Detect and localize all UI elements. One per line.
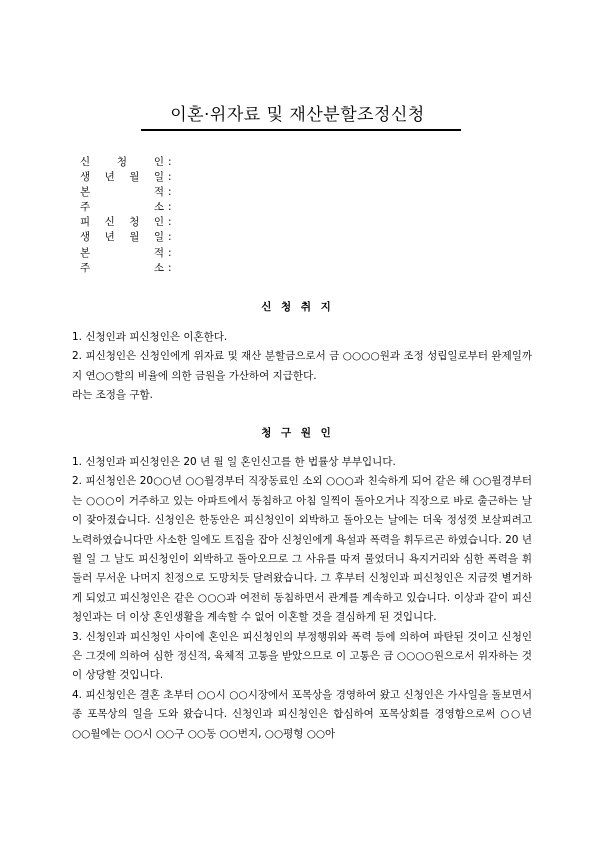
request-item: 라는 조정을 구함. (72, 389, 154, 402)
party-colon: : (168, 171, 172, 184)
request-item: 1. 신청인과 피신청인은 이혼한다. (72, 331, 228, 343)
party-colon: : (168, 201, 172, 214)
document-title: 이혼·위자료 및 재산분할조정신청 (170, 105, 425, 125)
party-colon: : (168, 231, 172, 244)
grounds-item: 1. 신청인과 피신청인은 20 년 월 일 혼인신고를 한 법률상 부부입니다. (72, 456, 396, 468)
party-label: 피 신 청 인 (80, 216, 164, 229)
party-label: 신 청 인 (80, 156, 164, 168)
grounds-item: 4. 피신청인은 결혼 초부터 ○○시 ○○시장에서 포목상을 경영하여 왔고 신청인은 가사일을 돌보면서 종 포목상의 일을 도와 왔습니다. 신청인과 피신청인은 합심하여 포목상회를 경영함으로써 ○○년 ○○월에는 ○○시 ○○구 ○○동 ○○번지, ○○평형 ○○아 (72, 688, 532, 740)
party-row (80, 261, 172, 276)
request-item: 2. 피신청인은 신청인에게 위자료 및 재산 분할금으로서 금 ○○○○원과 조정 성립일로부터 완제일까지 연○○할의 비율에 의한 금원을 가산하여 지급한다. (72, 350, 532, 382)
request-body (72, 328, 532, 406)
party-colon: : (168, 216, 172, 229)
party-colon: : (168, 186, 172, 199)
title-underline (141, 129, 461, 131)
party-label: 주 소 (80, 261, 164, 274)
grounds-heading: 청 구 원 인 (261, 427, 334, 439)
party-row (80, 155, 172, 170)
grounds-item: 3. 신청인과 피신청인 사이에 혼인은 피신청인의 부정행위와 폭력 등에 의하여 파탄된 것이고 신청인은 그것에 의하여 심한 정신적, 육체적 고통을 받았으므로 이 고통은 금 ○○○○원으로서 위자하는 것이 상당할 것입니다. (72, 630, 532, 682)
party-row (80, 230, 172, 245)
party-row (80, 170, 172, 185)
party-colon: : (168, 156, 172, 168)
request-heading: 신 청 취 지 (261, 301, 334, 313)
party-row (80, 246, 172, 261)
party-row (80, 215, 172, 230)
party-row (80, 185, 172, 200)
party-colon: : (168, 261, 172, 274)
party-label: 생 년 월 일 (80, 171, 164, 184)
party-row (80, 200, 172, 215)
party-label: 생 년 월 일 (80, 231, 164, 244)
party-colon: : (168, 246, 172, 259)
party-label: 주 소 (80, 201, 164, 214)
grounds-item: 2. 피신청인은 20○○년 ○○월경부터 직장동료인 소외 ○○○과 친숙하게 되어 같은 해 ○○월경부터는 ○○○이 거주하고 있는 아파트에서 동침하고 아침 일찍이 돌아오거나 직장으로 바로 출근하는 날이 잦아졌습니다. 신청인은 한동안은 피신청인이 외박하고 돌아오는 날에는 더욱 정성껏 보살피려고 노력하였습니다만 사소한 일에도 트집을 잡아 신청인에게 욕설과 폭력을 휘두르곤 하였습니다. 20 년 월 일 그 날도 피신청인이 외박하고 돌아오므로 그 사유를 따져 물었더니 욕지거리와 심한 폭력을 휘둘러 무서운 나머지 친정으로 도망치듯 달려왔습니다. 그 후부터 신청인과 피신청인은 지금껏 별거하게 되었고 피신청인은 같은 ○○○과 여전히 동침하면서 관계를 계속하고 있습니다. 이상과 같이 피신청인과는 더 이상 혼인생활을 계속할 수 없어 이혼할 것을 결심하게 된 것입니다. (72, 475, 532, 624)
parties-block (80, 155, 172, 276)
party-label: 본 적 (80, 186, 164, 199)
grounds-body (72, 453, 532, 744)
party-label: 본 적 (80, 246, 164, 259)
